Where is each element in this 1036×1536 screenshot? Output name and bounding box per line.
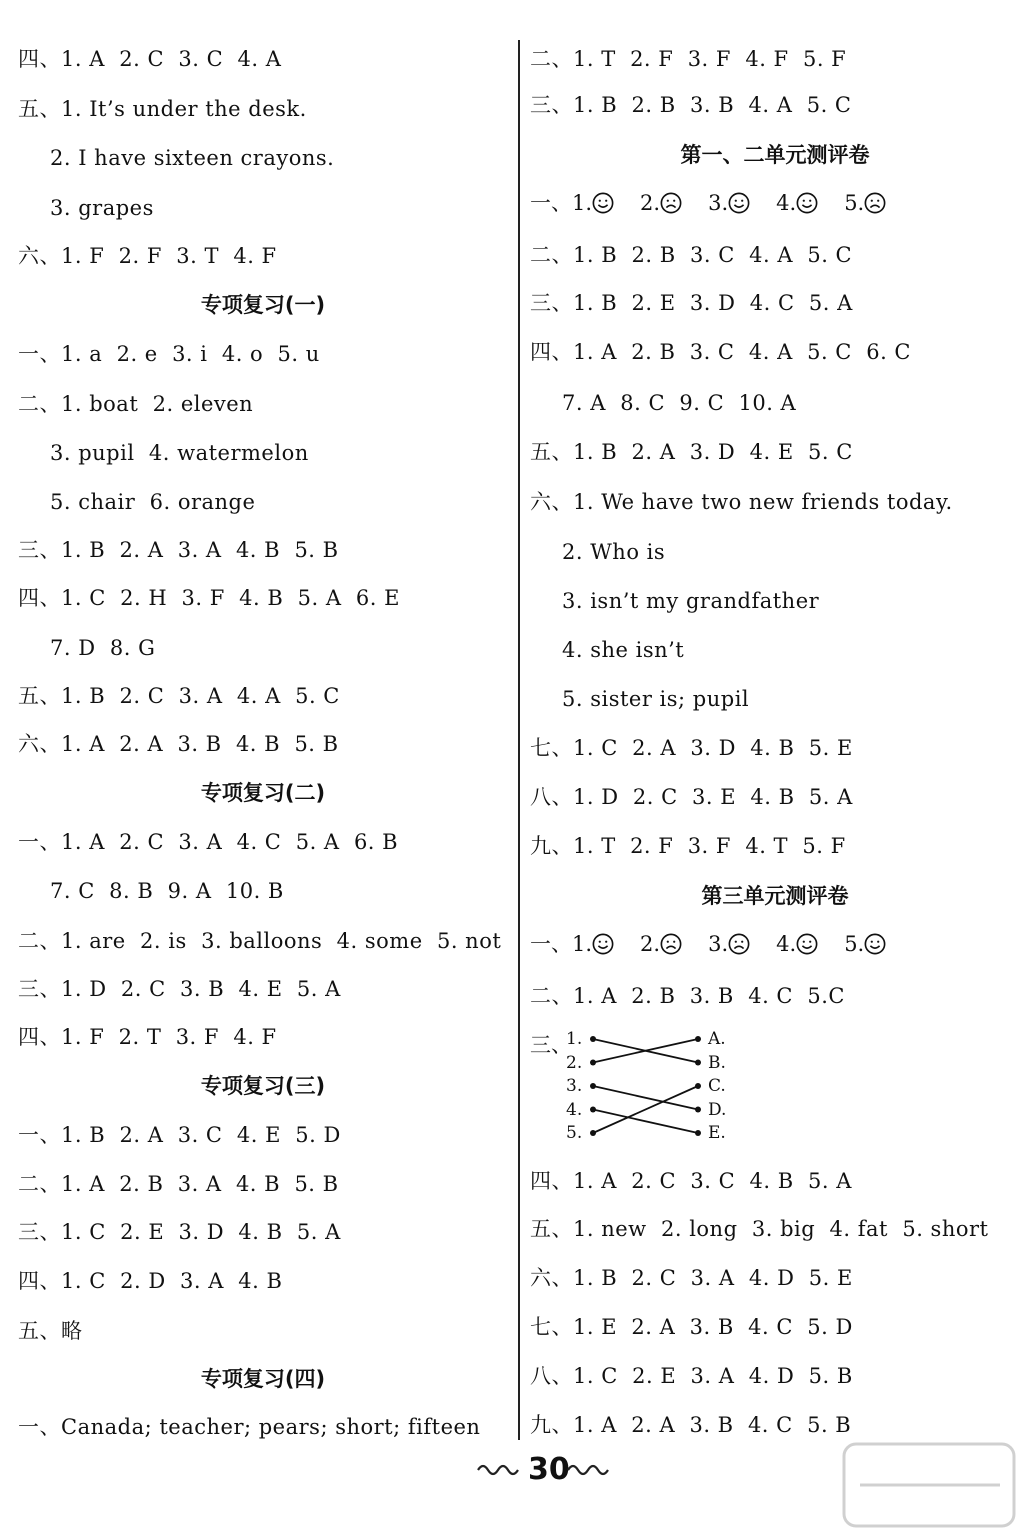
answer-line: 七、1. C 2. A 3. D 4. B 5. E: [530, 736, 853, 760]
answer-line: 六、1. F 2. F 3. T 4. F: [18, 244, 277, 268]
section-heading: 专项复习(四): [200, 1367, 326, 1391]
smiley-face-icon: [864, 933, 886, 955]
column-divider: [518, 40, 520, 1440]
answer-line: 7. C 8. B 9. A 10. B: [50, 879, 284, 903]
answer-line: 一、1. a 2. e 3. i 4. o 5. u: [18, 342, 320, 366]
faces-answer-line: [530, 931, 912, 957]
answer-number: 5.: [844, 932, 865, 956]
answer-line: 7. D 8. G: [50, 636, 156, 660]
answer-number: 2.: [640, 932, 661, 956]
answer-line: 五、1. B 2. C 3. A 4. A 5. C: [18, 684, 340, 708]
faces-answer-line: [530, 190, 912, 216]
smiley-face-icon: [592, 192, 614, 214]
matching-diagram: [530, 1028, 770, 1148]
answer-line: 九、1. T 2. F 3. F 4. T 5. F: [530, 834, 846, 858]
smiley-face-icon: [728, 192, 750, 214]
sad-face-icon: [864, 192, 886, 214]
answer-line: 三、1. C 2. E 3. D 4. B 5. A: [18, 1220, 341, 1244]
answer-number: 4.: [776, 191, 797, 215]
answer-line: 七、1. E 2. A 3. B 4. C 5. D: [530, 1315, 853, 1339]
answer-number: 3.: [708, 191, 729, 215]
answer-line: 六、1. A 2. A 3. B 4. B 5. B: [18, 732, 339, 756]
match-left-label: 4.: [566, 1099, 583, 1120]
smiley-face-icon: [796, 192, 818, 214]
answer-line: 三、1. D 2. C 3. B 4. E 5. A: [18, 977, 341, 1001]
answer-number: 1.: [572, 932, 593, 956]
watermark-logo-icon: [840, 1440, 1020, 1530]
answer-line: 四、1. A 2. C 3. C 4. B 5. A: [530, 1169, 852, 1193]
answer-line: 二、1. boat 2. eleven: [18, 392, 254, 416]
match-right-label: D.: [708, 1099, 727, 1120]
section-heading: 专项复习(一): [200, 293, 326, 317]
section-heading: 专项复习(三): [200, 1074, 326, 1098]
match-left-label: 2.: [566, 1052, 583, 1073]
answer-line: 一、Canada; teacher; pears; short; fifteen: [18, 1415, 481, 1439]
answer-line: 五、1. new 2. long 3. big 4. fat 5. short: [530, 1217, 989, 1241]
answer-line: 3. isn’t my grandfather: [562, 589, 820, 613]
answer-line: 三、1. B 2. A 3. A 4. B 5. B: [18, 538, 339, 562]
match-line: [593, 1110, 698, 1134]
match-line: [593, 1086, 698, 1133]
sad-face-icon: [660, 933, 682, 955]
match-left-label: 3.: [566, 1076, 583, 1096]
match-right-label: A.: [708, 1029, 726, 1049]
ornament-left-icon: [476, 1462, 526, 1476]
answer-line: 二、1. B 2. B 3. C 4. A 5. C: [530, 243, 853, 267]
smiley-face-icon: [796, 933, 818, 955]
answer-line: 二、1. A 2. B 3. B 4. C 5.C: [530, 984, 845, 1008]
answer-line: 三、1. B 2. B 3. B 4. A 5. C: [530, 93, 852, 117]
answer-line: 2. I have sixteen crayons.: [50, 146, 335, 170]
answer-line: 二、1. T 2. F 3. F 4. F 5. F: [530, 47, 847, 71]
answer-number: 1.: [572, 191, 593, 215]
answer-line: 二、1. are 2. is 3. balloons 4. some 5. not: [18, 929, 502, 953]
answer-line: 六、1. We have two new friends today.: [530, 490, 953, 514]
answer-line: 九、1. A 2. A 3. B 4. C 5. B: [530, 1413, 852, 1437]
answer-line: 5. sister is; pupil: [562, 687, 750, 711]
answer-line: 二、1. A 2. B 3. A 4. B 5. B: [18, 1172, 339, 1196]
answer-line: 四、1. C 2. H 3. F 4. B 5. A 6. E: [18, 586, 400, 610]
answer-line: 四、1. A 2. B 3. C 4. A 5. C 6. C: [530, 340, 911, 364]
sad-face-icon: [660, 192, 682, 214]
answer-line: 五、略: [18, 1319, 83, 1343]
answer-line: 一、1. B 2. A 3. C 4. E 5. D: [18, 1123, 341, 1147]
answer-line: 八、1. D 2. C 3. E 4. B 5. A: [530, 785, 853, 809]
answer-line: 四、1. F 2. T 3. F 4. F: [18, 1025, 277, 1049]
sad-face-icon: [728, 933, 750, 955]
question-prefix: 一、: [530, 932, 572, 956]
match-right-label: C.: [708, 1076, 726, 1096]
answer-line: 四、1. A 2. C 3. C 4. A: [18, 47, 282, 71]
question-prefix: 三、: [530, 1033, 572, 1057]
answer-number: 4.: [776, 932, 797, 956]
answer-line: 四、1. C 2. D 3. A 4. B: [18, 1269, 283, 1293]
answer-line: 五、1. B 2. A 3. D 4. E 5. C: [530, 440, 853, 464]
page-number: 30: [528, 1452, 570, 1487]
question-prefix: 一、: [530, 191, 572, 215]
matching-lines: [530, 1028, 770, 1153]
answer-line: 2. Who is: [562, 540, 666, 564]
answer-line: 五、1. It’s under the desk.: [18, 97, 307, 121]
answer-line: 3. pupil 4. watermelon: [50, 441, 309, 465]
answer-line: 3. grapes: [50, 196, 154, 220]
answer-line: 7. A 8. C 9. C 10. A: [562, 391, 797, 415]
section-heading: 专项复习(二): [200, 781, 326, 805]
section-heading: 第三单元测评卷: [701, 884, 849, 908]
match-left-label: 1.: [566, 1029, 583, 1049]
match-right-label: B.: [708, 1052, 726, 1073]
answer-number: 3.: [708, 932, 729, 956]
smiley-face-icon: [592, 933, 614, 955]
answer-line: 六、1. B 2. C 3. A 4. D 5. E: [530, 1266, 853, 1290]
ornament-right-icon: [566, 1462, 616, 1476]
answer-line: 5. chair 6. orange: [50, 490, 256, 514]
answer-line: 4. she isn’t: [562, 638, 685, 662]
answer-line: 八、1. C 2. E 3. A 4. D 5. B: [530, 1364, 853, 1388]
answer-number: 5.: [844, 191, 865, 215]
match-right-label: E.: [708, 1123, 726, 1143]
answer-line: 三、1. B 2. E 3. D 4. C 5. A: [530, 291, 853, 315]
answer-line: 一、1. A 2. C 3. A 4. C 5. A 6. B: [18, 830, 399, 854]
answer-number: 2.: [640, 191, 661, 215]
match-line: [593, 1086, 698, 1110]
section-heading: 第一、二单元测评卷: [680, 143, 870, 167]
match-left-label: 5.: [566, 1123, 583, 1143]
